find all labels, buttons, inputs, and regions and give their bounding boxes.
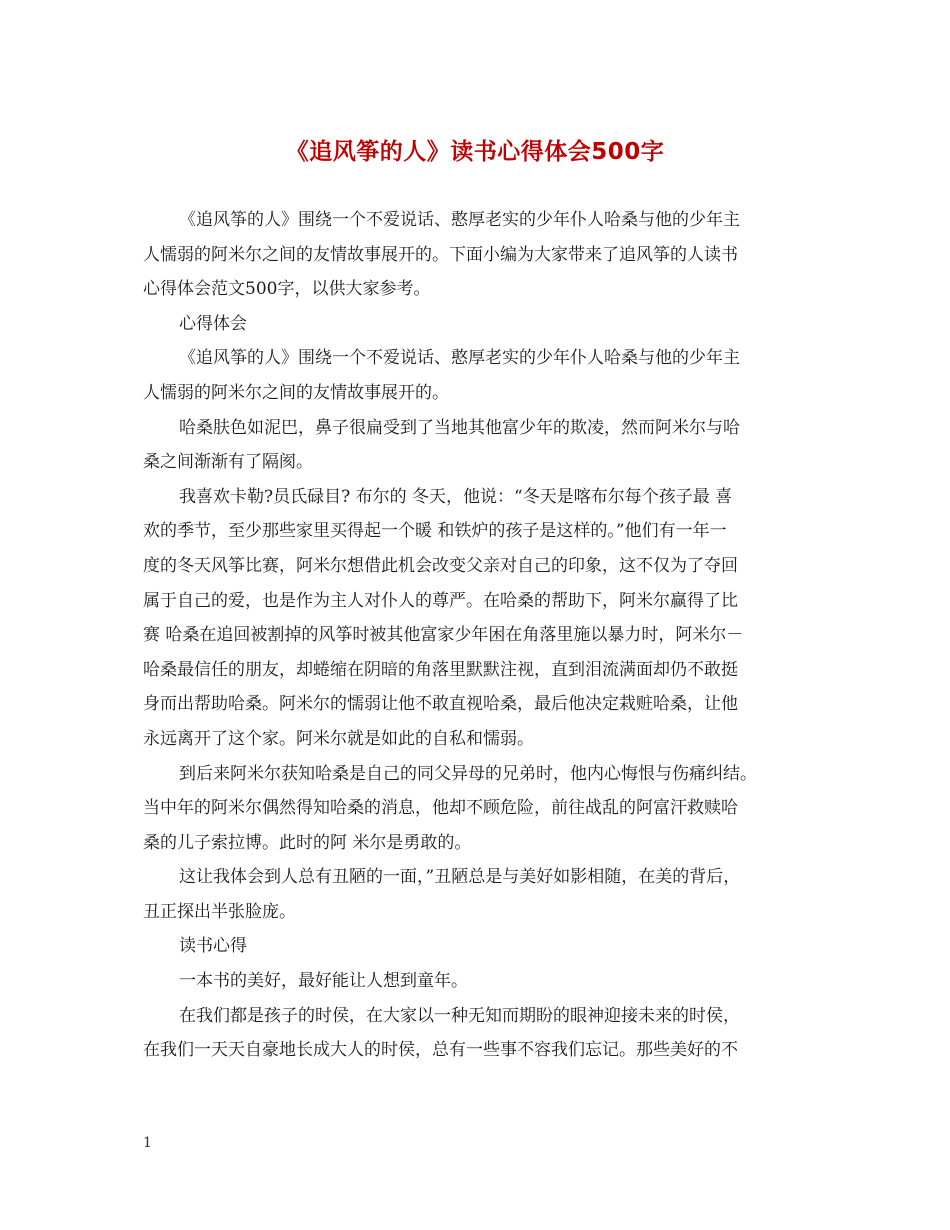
text-line: 身而出帮助哈桑。阿米尔的懦弱让他不敢直视哈桑，最后他决定栽赃哈桑，让他 <box>143 694 738 715</box>
text-line: 度的冬天风筝比赛，阿米尔想借此机会改变父亲对自己的印象，这不仅为了夺回 <box>143 555 738 576</box>
document-body <box>143 203 827 1068</box>
section-heading: 心得体会 <box>179 313 247 334</box>
text-line: 哈桑肤色如泥巴，鼻子很扁受到了当地其他富少年的欺凌，然而阿米尔与哈 <box>179 417 740 438</box>
text-line: 丑正探出半张脸庞。 <box>143 901 296 922</box>
text-line: 《追风筝的人》围绕一个不爱说话、憨厚老实的少年仆人哈桑与他的少年主 <box>179 348 740 369</box>
document-title: 《追风筝的人》读书心得体会500字 <box>285 139 665 165</box>
text-line: 在我们一天天自豪地长成大人的时侯，总有一些事不容我们忘记。那些美好的不 <box>143 1040 738 1061</box>
text-line: 在我们都是孩子的时侯，在大家以一种无知而期盼的眼神迎接未来的时侯， <box>179 1005 740 1026</box>
text-line: 哈桑最信任的朋友，却蜷缩在阴暗的角落里默默注视，直到泪流满面却仍不敢挺 <box>143 659 738 680</box>
text-line: 《追风筝的人》围绕一个不爱说话、憨厚老实的少年仆人哈桑与他的少年主 <box>179 210 740 230</box>
text-line: 桑的儿子索拉博。此时的阿 米尔是勇敢的。 <box>143 832 472 853</box>
page-number: 1 <box>143 1135 152 1151</box>
text-line: 心得体会范文500字，以供大家参考。 <box>143 279 431 300</box>
text-line: 这让我体会到人总有丑陋的一面，”丑陋总是与美好如影相随，在美的背后， <box>179 867 741 888</box>
text-line: 赛 哈桑在追回被割掉的风筝时被其他富家少年困在角落里施以暴力时，阿米尔－ <box>143 625 744 646</box>
text-line: 永远离开了这个家。阿米尔就是如此的自私和懦弱。 <box>143 728 534 749</box>
text-line: 属于自己的爱，也是作为主人对仆人的尊严。在哈桑的帮助下，阿米尔赢得了比 <box>143 590 738 611</box>
text-line: 桑之间渐渐有了隔阂。 <box>143 452 313 473</box>
text-line: 到后来阿米尔获知哈桑是自己的同父异母的兄弟时，他内心悔恨与伤痛纠结。 <box>179 763 757 784</box>
text-line: 我喜欢卡勒?员氏碌目? 布尔的 冬天，他说：“冬天是喀布尔每个孩子最 喜 <box>179 486 733 507</box>
text-line: 当中年的阿米尔偶然得知哈桑的消息，他却不顾危险，前往战乱的阿富汗救赎哈 <box>143 798 738 819</box>
text-line: 人懦弱的阿米尔之间的友情故事展开的。下面小编为大家带来了追风筝的人读书 <box>143 244 738 265</box>
text-line: 一本书的美好，最好能让人想到童年。 <box>179 971 468 992</box>
text-line: 人懦弱的阿米尔之间的友情故事展开的。 <box>143 382 449 403</box>
section-heading: 读书心得 <box>179 936 247 957</box>
text-line: 欢的季节，至少那些家里买得起一个暖 和铁炉的孩子是这样的。”他们有一年一 <box>143 521 727 542</box>
